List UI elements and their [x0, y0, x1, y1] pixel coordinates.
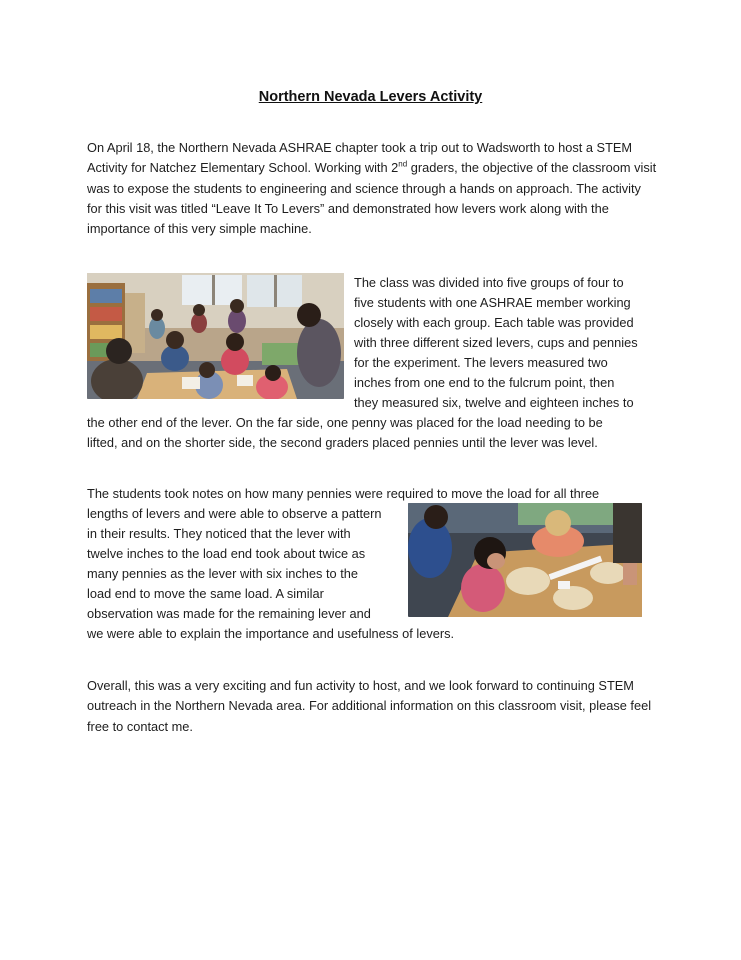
intro-text-b: graders, the objective of the classroom visit was to expose the students to engineering and science through a hands on approach. The activity for this visit was titled “Leave It To Levers” and demonstrated how levers work along with the importance of this very simple machine. [87, 160, 657, 237]
groups-line-6: inches from one end to the fulcrum point, then [354, 375, 615, 390]
groups-line-5: for the experiment. The levers measured two [354, 355, 608, 370]
results-line-2: lengths of levers and were able to observe a pattern [87, 506, 382, 521]
students-levers-photo [408, 503, 642, 617]
results-line-4: twelve inches to the load end took about twice as [87, 546, 366, 561]
intro-paragraph [87, 138, 659, 239]
page-title: Northern Nevada Levers Activity [258, 89, 483, 105]
results-line-1: The students took notes on how many pennies were required to move the load for all three [87, 486, 600, 501]
groups-line-8: the other end of the lever. On the far side, one penny was placed for the load needing to be [87, 415, 603, 430]
groups-line-2: five students with one ASHRAE member working [354, 295, 631, 310]
intro-superscript: nd [398, 160, 408, 170]
results-line-5: many pennies as the lever with six inches to the [87, 566, 359, 581]
results-line-6: load end to move the same load. A similar [87, 586, 324, 601]
intro-text-a: On April 18, the Northern Nevada ASHRAE chapter took a trip out to Wadsworth to host a STEM Activity for Natchez Elementary School. Working with 2 [87, 140, 633, 176]
groups-line-1: The class was divided into five groups of four to [354, 275, 624, 290]
groups-line-4: with three different sized levers, cups and pennies [354, 335, 638, 350]
results-line-3: in their results. They noticed that the lever with [87, 526, 351, 541]
groups-line-7: they measured six, twelve and eighteen inches to [354, 395, 634, 410]
classroom-photo [87, 273, 344, 399]
results-line-7: observation was made for the remaining lever and [87, 606, 371, 621]
closing-paragraph: Overall, this was a very exciting and fun activity to host, and we look forward to continuing STEM outreach in the Northern Nevada area. For additional information on this classroom visit, please feel free to contact me. [87, 678, 652, 734]
groups-line-9: lifted, and on the shorter side, the second graders placed pennies until the lever was level. [87, 435, 598, 450]
results-line-8: we were able to explain the importance and usefulness of levers. [87, 626, 455, 641]
groups-line-3: closely with each group. Each table was provided [354, 315, 634, 330]
